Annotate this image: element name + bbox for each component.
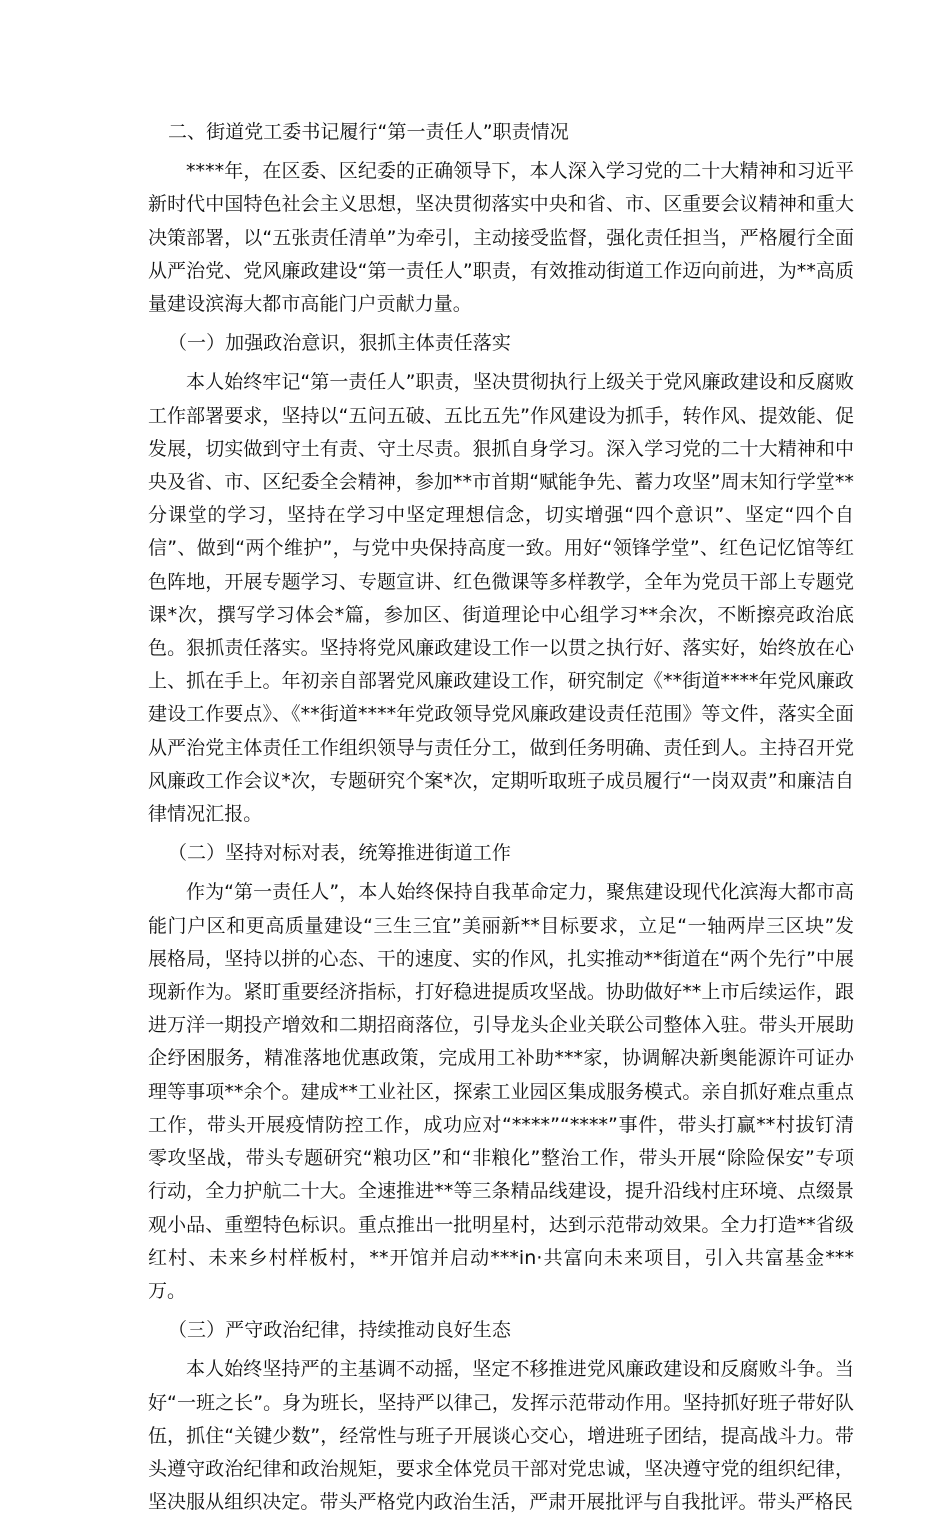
subsection-heading-2: （二）坚持对标对表，统筹推进街道工作 [168, 842, 511, 865]
subsection-paragraph-2: 作为“第一责任人”，本人始终保持自我革命定力，聚焦建设现代化滨海大都市高能门户区和更高质量建设“三生三宜”美丽新**目标要求，立足“一轴两岸三区块”发展格局，坚持以拼的心态、干的速度、实的作风，扎实推动**街道在“两个先行”中展现新作为。紧盯重要经济指标，打好稳进提质攻坚战。协助做好**上市后续运作，跟进万洋一期投产增效和二期招商落位，引导龙头企业关联公司整体入驻。带头开展助企纾困服务，精准落地优惠政策，完成用工补助***家，协调解决新奥能源许可证办理等事项**余个。建成**工业社区，探索工业园区集成服务模式。亲自抓好难点重点工作，带头开展疫情防控工作，成功应对“****”“****”事件，带头打赢**村拔钉清零攻坚战，带头专题研究“粮功区”和“非粮化”整治工作，带头开展“除险保安”专项行动，全力护航二十大。全速推进**等三条精品线建设，提升沿线村庄环境、点缀景观小品、重塑特色标识。重点推出一批明星村，达到示范带动效果。全力打造**省级红村、未来乡村样板村，**开馆并启动***in·共富向未来项目，引入共富基金***万。 [148, 881, 854, 1302]
subsection-heading-1: （一）加强政治意识，狠抓主体责任落实 [168, 332, 511, 355]
subsection-paragraph-3: 本人始终坚持严的主基调不动摇，坚定不移推进党风廉政建设和反腐败斗争。当好“一班之长”。身为班长，坚持严以律己，发挥示范带动作用。坚持抓好班子带好队伍，抓住“关键少数”，经常性与班子开展谈心交心，增进班子团结，提高战斗力。带头遵守政治纪律和政治规矩，要求全体党员干部对党忠诚，坚决遵守党的组织纪律，坚决服从组织决定。带头严格党内政治生活，严肃开展批评与自我批评。带头严格民 [148, 1358, 854, 1514]
document-body [148, 116, 854, 1525]
subsection-paragraph-1: 本人始终牢记“第一责任人”职责，坚决贯彻执行上级关于党风廉政建设和反腐败工作部署要求，坚持以“五问五破、五比五先”作风建设为抓手，转作风、提效能、促发展，切实做到守土有责、守土尽责。狠抓自身学习。深入学习党的二十大精神和中央及省、市、区纪委全会精神，参加**市首期“赋能争先、蓄力攻坚”周末知行学堂**分课堂的学习，坚持在学习中坚定理想信念，切实增强“四个意识”、坚定“四个自信”、做到“两个维护”，与党中央保持高度一致。用好“领锋学堂”、红色记忆馆等红色阵地，开展专题学习、专题宣讲、红色微课等多样教学，全年为党员干部上专题党课*次，撰写学习体会*篇，参加区、街道理论中心组学习**余次，不断擦亮政治底色。狠抓责任落实。坚持将党风廉政建设工作一以贯之执行好、落实好，始终放在心上、抓在手上。年初亲自部署党风廉政建设工作，研究制定《**街道****年党风廉政建设工作要点》、《**街道****年党政领导党风廉政建设责任范围》等文件，落实全面从严治党主体责任工作组织领导与责任分工，做到任务明确、责任到人。主持召开党风廉政工作会议*次，专题研究个案*次，定期听取班子成员履行“一岗双责”和廉洁自律情况汇报。 [148, 371, 854, 826]
subsection-heading-3: （三）严守政治纪律，持续推动良好生态 [168, 1319, 511, 1342]
intro-paragraph: ****年，在区委、区纪委的正确领导下，本人深入学习党的二十大精神和习近平新时代中国特色社会主义思想，坚决贯彻落实中央和省、市、区重要会议精神和重大决策部署，以“五张责任清单”为牵引，主动接受监督，强化责任担当，严格履行全面从严治党、党风廉政建设“第一责任人”职责，有效推动街道工作迈向前进，为**高质量建设滨海大都市高能门户贡献力量。 [148, 160, 854, 316]
section-heading: 二、街道党工委书记履行“第一责任人”职责情况 [168, 121, 569, 143]
